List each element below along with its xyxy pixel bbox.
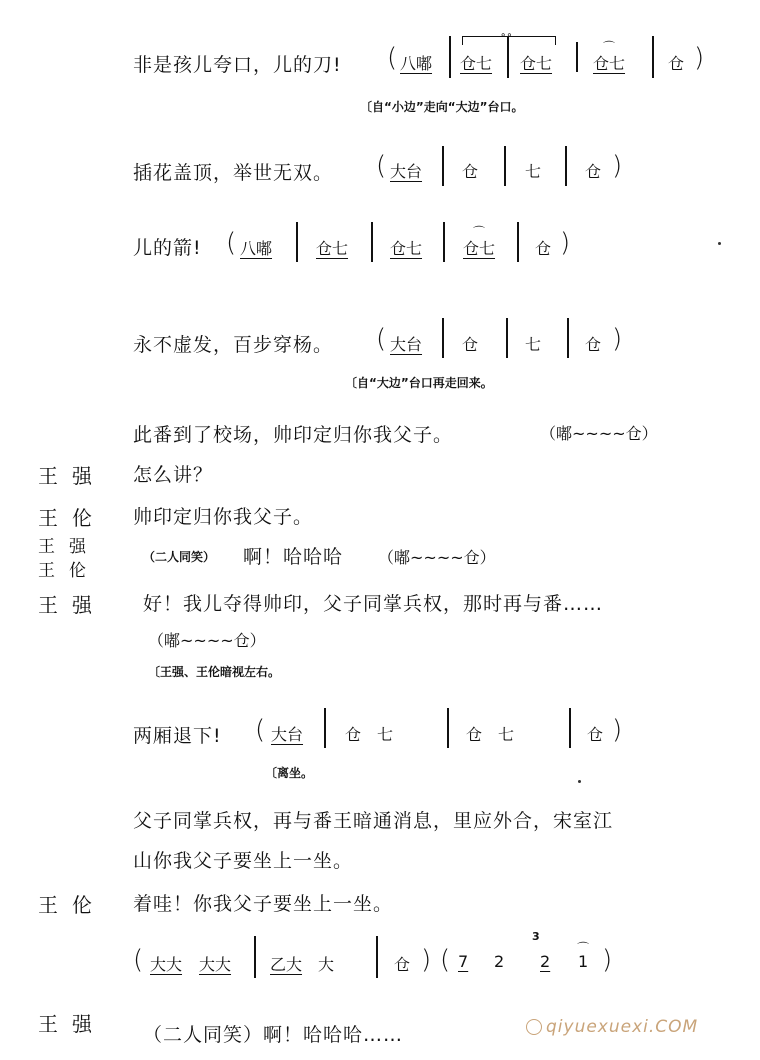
perc-beat: 仓 <box>585 335 602 354</box>
perc-beat: 仓七 <box>520 54 553 73</box>
lyric-line-2: 插花盖顶，举世无双。 <box>133 162 334 184</box>
barline <box>504 146 506 186</box>
perc-beat: 仓 <box>462 162 479 181</box>
barline <box>565 146 567 186</box>
paren-open: ( <box>255 715 266 745</box>
paren-close: ) <box>421 945 432 975</box>
perc-beat: ⌒ 仓七 <box>593 40 626 73</box>
barline <box>443 222 445 262</box>
perc-beat: 仓 <box>394 955 411 974</box>
barline <box>371 222 373 262</box>
perc-beat: 大大 <box>199 955 232 974</box>
speaker-label: 王伦 <box>38 506 106 530</box>
paren-close: ) <box>612 715 623 745</box>
perc-beat: 仓 七 <box>345 725 394 744</box>
lyric-line-8: 山你我父子要坐上一坐。 <box>133 850 354 872</box>
lyric-line-6: 两厢退下! <box>133 725 222 747</box>
perc-roll: （嘟~~~~仓） <box>540 424 658 443</box>
jianpu-note: 2 <box>494 952 505 971</box>
watermark-logo-icon <box>526 1019 542 1035</box>
perc-beat: 七 <box>525 162 542 181</box>
speaker-label: 王伦 <box>38 893 106 917</box>
perc-roll: （嘟~~~~仓） <box>378 548 496 567</box>
barline <box>569 708 571 748</box>
barline <box>652 36 654 78</box>
barline <box>324 708 326 748</box>
lyric-line-7: 父子同掌兵权，再与番王暗通消息，里应外合，宋室江 <box>133 810 614 832</box>
paren-open: ( <box>376 151 387 181</box>
paren-open: ( <box>133 945 144 975</box>
dialogue-text: 着哇！你我父子要坐上一坐。 <box>133 893 394 915</box>
barline <box>376 936 378 978</box>
paren-close: ) <box>694 43 705 73</box>
barline <box>442 146 444 186</box>
lyric-line-5: 此番到了校场，帅印定归你我父子。 <box>133 424 454 446</box>
speaker-label: 王强 <box>38 1012 106 1036</box>
perc-beat: 仓七 <box>316 239 349 258</box>
stage-note: （二人同笑） <box>143 550 216 564</box>
dialogue-text: 啊！哈哈哈 <box>243 546 344 568</box>
perc-prefix: 八嘟 <box>240 239 273 258</box>
stage-direction: 〔离坐。 <box>265 766 314 780</box>
perc-beat: 大 <box>318 955 335 974</box>
perc-beat: 仓 七 <box>466 725 515 744</box>
perc-beat: 七 <box>525 335 542 354</box>
paren-open: ( <box>440 945 451 975</box>
paren-open: ( <box>376 324 387 354</box>
speck <box>718 242 721 245</box>
perc-beat: 仓 <box>668 54 685 73</box>
perc-prefix: 大台 <box>390 162 423 181</box>
barline <box>449 36 451 78</box>
barline <box>506 318 508 358</box>
speaker-label: 王强 <box>38 537 100 557</box>
barline <box>517 222 519 262</box>
barline <box>576 42 578 72</box>
paren-close: ) <box>560 228 571 258</box>
barline <box>447 708 449 748</box>
paren-close: ) <box>612 151 623 181</box>
fermata-icon: ⌒ <box>472 225 486 239</box>
fermata-icon: ⌒ <box>577 941 590 955</box>
barline <box>567 318 569 358</box>
perc-beat: 仓七 <box>390 239 423 258</box>
lyric-line-4: 永不虚发，百步穿杨。 <box>133 334 334 356</box>
site-watermark: qiyuexuexi.COM <box>526 1017 698 1037</box>
jianpu-note: 2 <box>540 952 551 971</box>
perc-beat: 仓 <box>462 335 479 354</box>
lyric-line-1: 非是孩儿夸口，儿的刀! <box>133 54 342 76</box>
paren-open: ( <box>387 43 398 73</box>
dialogue-text: 帅印定归你我父子。 <box>133 506 314 528</box>
perc-beat: 仓七 <box>460 54 493 73</box>
paren-open: ( <box>226 228 237 258</box>
perc-beat: ⌒ 仓七 <box>463 225 496 258</box>
perc-beat: 大大 <box>150 955 183 974</box>
speaker-label: 王伦 <box>38 561 100 581</box>
perc-prefix: 八嘟 <box>400 54 433 73</box>
perc-prefix: 大台 <box>390 335 423 354</box>
perc-beat: 仓 <box>587 725 604 744</box>
perc-beat: 仓 <box>535 239 552 258</box>
speck <box>578 780 581 783</box>
barline <box>254 936 256 978</box>
dialogue-text: 好！我儿夺得帅印，父子同掌兵权，那时再与番…… <box>143 593 604 615</box>
paren-close: ) <box>612 324 623 354</box>
perc-roll: （嘟~~~~仓） <box>148 631 266 650</box>
fermata-icon: ⌒ <box>602 40 616 54</box>
lyric-line-3: 儿的箭! <box>133 237 202 259</box>
stage-direction: 〔王强、王伦暗视左右。 <box>148 665 281 679</box>
perc-beat: 仓 <box>585 162 602 181</box>
jianpu-note: ⌒ 1 <box>577 941 590 971</box>
paren-close: ) <box>602 945 613 975</box>
dialogue-text: 怎么讲？ <box>133 464 214 486</box>
perc-beat: 乙大 <box>270 955 303 974</box>
stage-direction: 〔自“小边”走向“大边”台口。 <box>360 100 524 114</box>
barline <box>442 318 444 358</box>
perc-prefix: 大台 <box>271 725 304 744</box>
speaker-label: 王强 <box>38 593 106 617</box>
dialogue-text: （二人同笑）啊！哈哈哈…… <box>143 1024 404 1046</box>
barline <box>296 222 298 262</box>
tie-dots: ∘∘ <box>500 30 513 41</box>
speaker-label: 王强 <box>38 464 106 488</box>
grace-note: 3 <box>532 930 540 943</box>
jianpu-note: 7 <box>458 952 469 971</box>
stage-direction: 〔自“大边”台口再走回来。 <box>345 376 493 390</box>
